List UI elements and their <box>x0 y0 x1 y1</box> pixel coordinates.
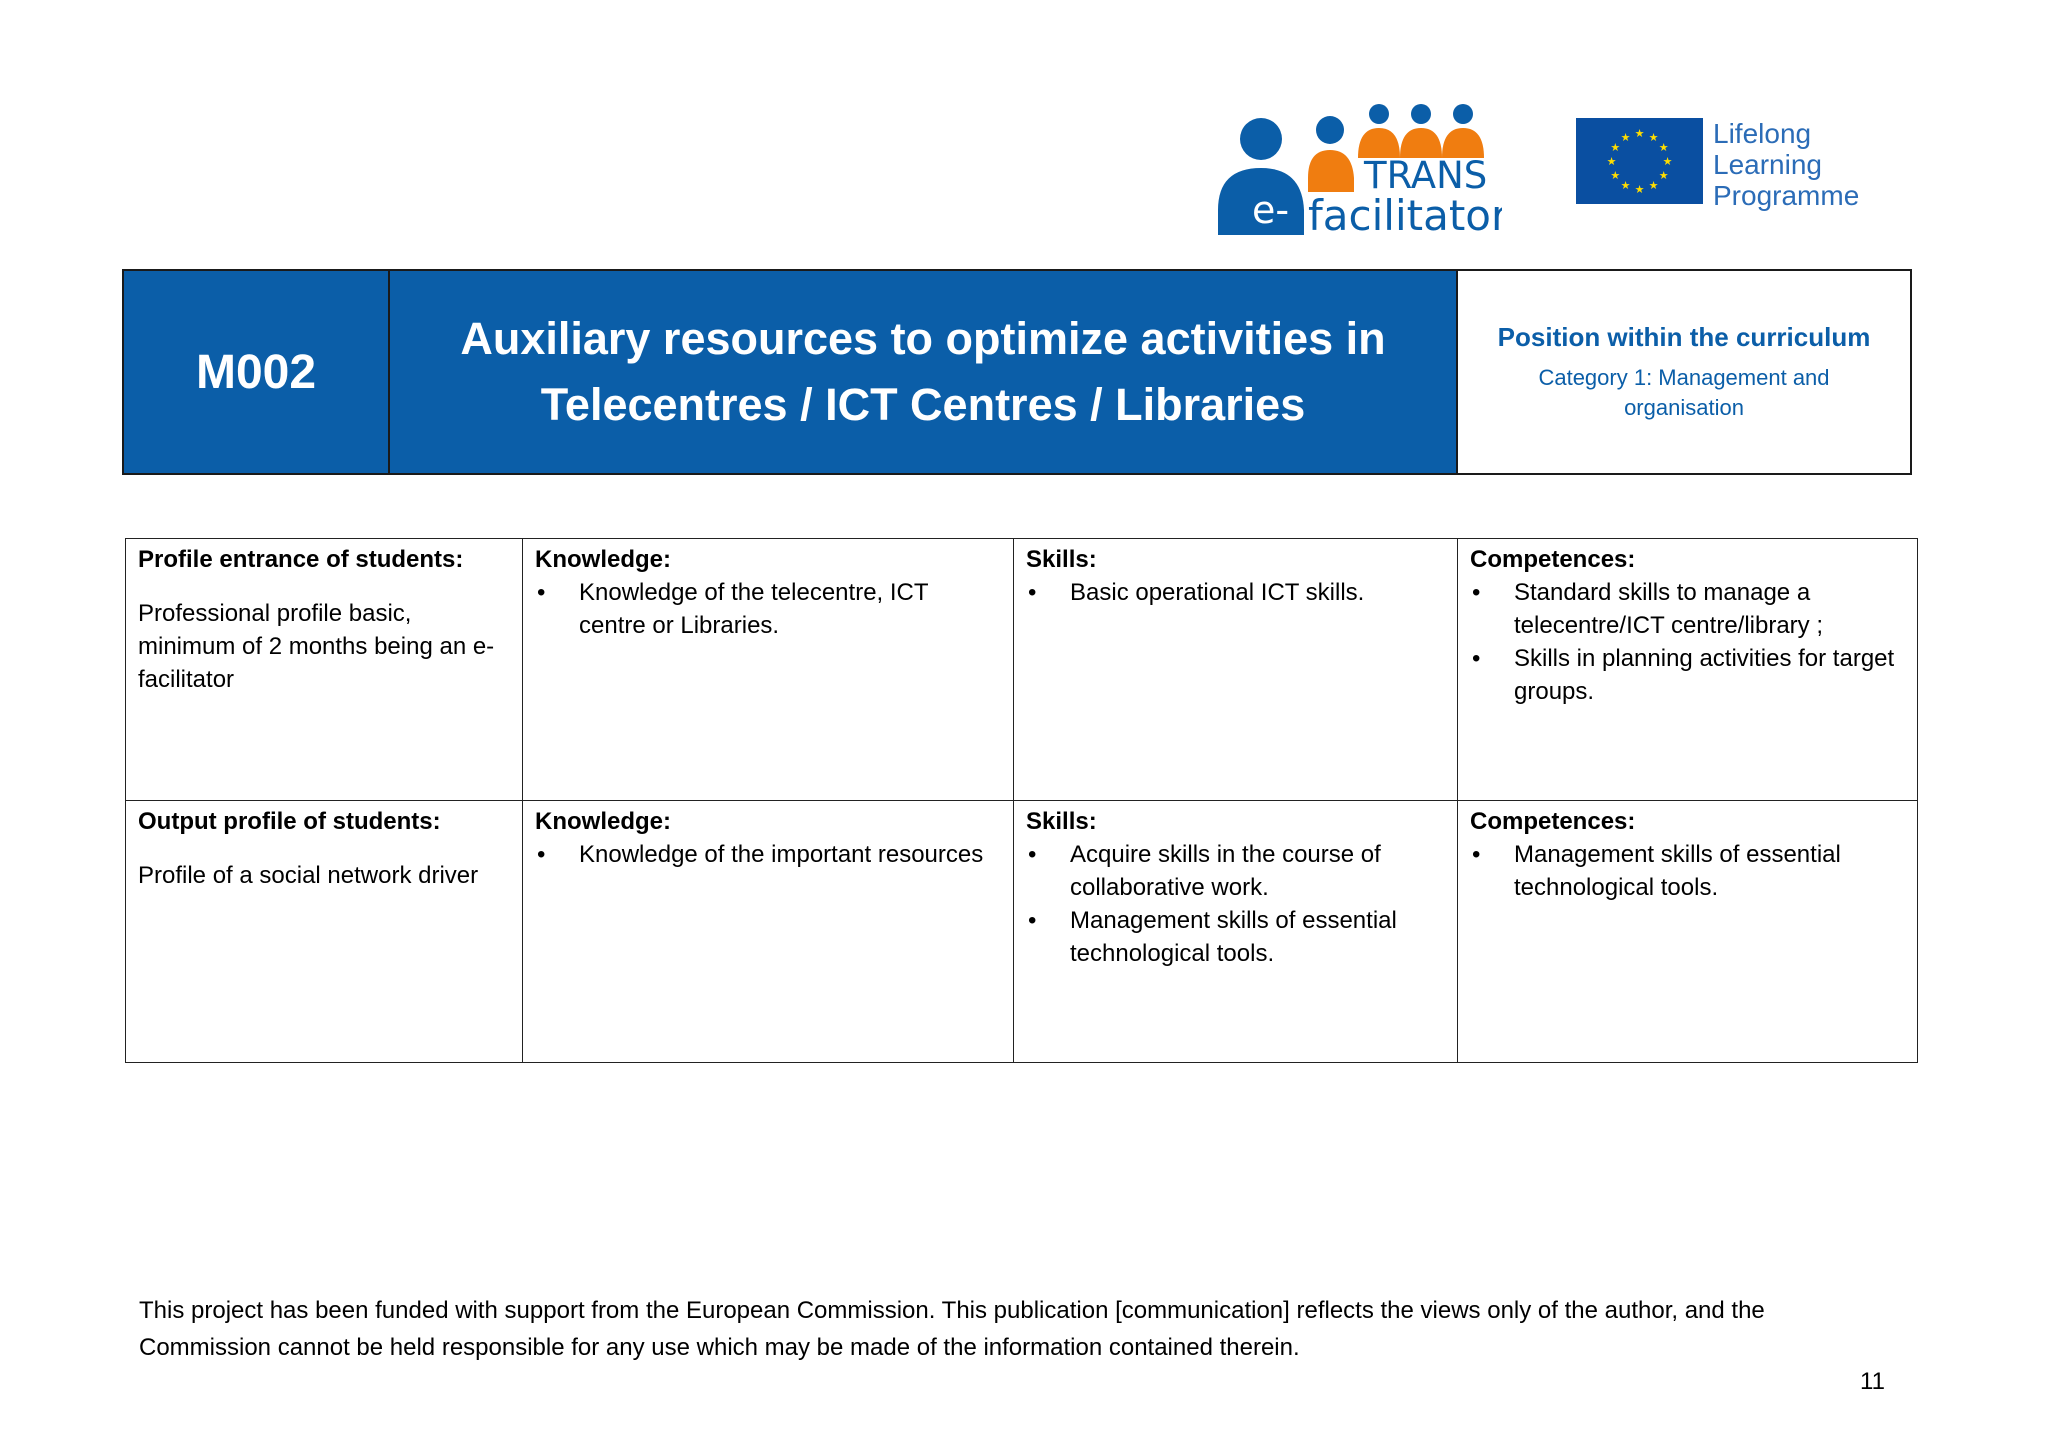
output-skills-list <box>1026 838 1445 970</box>
eu-star-icon: ★ <box>1610 142 1621 154</box>
curriculum-position-heading: Position within the curriculum <box>1497 321 1871 352</box>
eu-star-icon: ★ <box>1620 180 1631 193</box>
entrance-profile-text: Professional profile basic, minimum of 2 months being an e-facilitator <box>138 600 495 693</box>
lifelong-learning-text <box>1713 118 1859 211</box>
output-competences-cell <box>1458 801 1918 1063</box>
e-trans-facilitator-logo <box>1212 100 1502 240</box>
curriculum-position-text: Category 1: Management and organisation <box>1538 364 1830 420</box>
eu-star-icon: ★ <box>1634 128 1645 140</box>
output-competences-heading: Competences: <box>1470 808 1636 835</box>
module-title-line-2: Telecentres / ICT Centres / Libraries <box>540 379 1306 430</box>
output-skills-cell <box>1014 801 1458 1063</box>
profiles-table <box>125 538 1918 1063</box>
entrance-skills-heading: Skills: <box>1026 546 1097 573</box>
output-knowledge-list <box>535 838 1001 871</box>
output-profile-text: Profile of a social network driver <box>138 862 479 889</box>
e-prefix: e- <box>1252 188 1290 232</box>
entrance-skills-list <box>1026 576 1445 609</box>
output-profile-cell <box>126 801 523 1063</box>
entrance-knowledge-heading: Knowledge: <box>535 546 671 573</box>
eu-star-icon: ★ <box>1606 156 1617 168</box>
e-trans-facilitator-logo-graphic <box>1212 100 1502 240</box>
eu-star-icon: ★ <box>1648 131 1659 144</box>
list-item: • Acquire skills in the course of collaborative work. <box>1026 838 1445 904</box>
entrance-competences-cell <box>1458 539 1918 801</box>
list-item: • Management skills of essential technological tools. <box>1026 904 1445 970</box>
list-item: • Basic operational ICT skills. <box>1026 576 1445 609</box>
module-code: M002 <box>122 269 390 475</box>
list-item: • Skills in planning activities for target groups. <box>1470 642 1905 708</box>
facilitator-word: facilitator <box>1308 191 1502 240</box>
list-item: • Standard skills to manage a telecentre/ICT centre/library ; <box>1470 576 1905 642</box>
output-competences-list <box>1470 838 1905 904</box>
table-row-entrance <box>126 539 1918 801</box>
eu-star-icon: ★ <box>1610 170 1621 182</box>
entrance-competences-list <box>1470 576 1905 708</box>
eu-line-1: Lifelong <box>1713 118 1812 149</box>
list-item: • Knowledge of the important resources <box>535 838 1001 871</box>
module-header <box>122 269 1912 475</box>
entrance-profile-heading: Profile entrance of students: <box>138 546 464 573</box>
eu-flag-icon <box>1576 118 1703 204</box>
eu-star-icon: ★ <box>1620 131 1631 144</box>
eu-star-icon: ★ <box>1658 142 1669 154</box>
eu-line-3: Programme <box>1713 180 1860 211</box>
eu-star-icon: ★ <box>1634 184 1645 196</box>
entrance-profile-cell <box>126 539 523 801</box>
list-item: • Management skills of essential technological tools. <box>1470 838 1905 904</box>
entrance-knowledge-cell <box>523 539 1014 801</box>
page-number: 11 <box>1860 1368 1885 1395</box>
table-row-output <box>126 801 1918 1063</box>
output-knowledge-heading: Knowledge: <box>535 808 671 835</box>
funding-disclaimer: This project has been funded with support from the European Commission. This publication [communication] reflects the views only of the author, and the Commission cannot be held responsible for any use which may be made of the information contained therein. <box>139 1297 1765 1361</box>
list-item: • Knowledge of the telecentre, ICT centre or Libraries. <box>535 576 1001 642</box>
trans-word: TRANS <box>1364 154 1488 197</box>
module-title <box>390 269 1458 475</box>
module-title-line-1: Auxiliary resources to optimize activities in <box>460 313 1386 364</box>
eu-star-icon: ★ <box>1658 170 1669 182</box>
output-profile-heading: Output profile of students: <box>138 808 441 835</box>
entrance-skills-cell <box>1014 539 1458 801</box>
entrance-knowledge-list <box>535 576 1001 642</box>
output-knowledge-cell <box>523 801 1014 1063</box>
eu-stars-ring <box>1576 118 1703 204</box>
lifelong-learning-programme-logo <box>1576 118 1876 212</box>
eu-star-icon: ★ <box>1648 180 1659 193</box>
eu-line-2: Learning <box>1713 149 1822 180</box>
output-skills-heading: Skills: <box>1026 808 1097 835</box>
curriculum-position <box>1458 269 1912 475</box>
eu-star-icon: ★ <box>1662 156 1673 168</box>
entrance-competences-heading: Competences: <box>1470 546 1636 573</box>
